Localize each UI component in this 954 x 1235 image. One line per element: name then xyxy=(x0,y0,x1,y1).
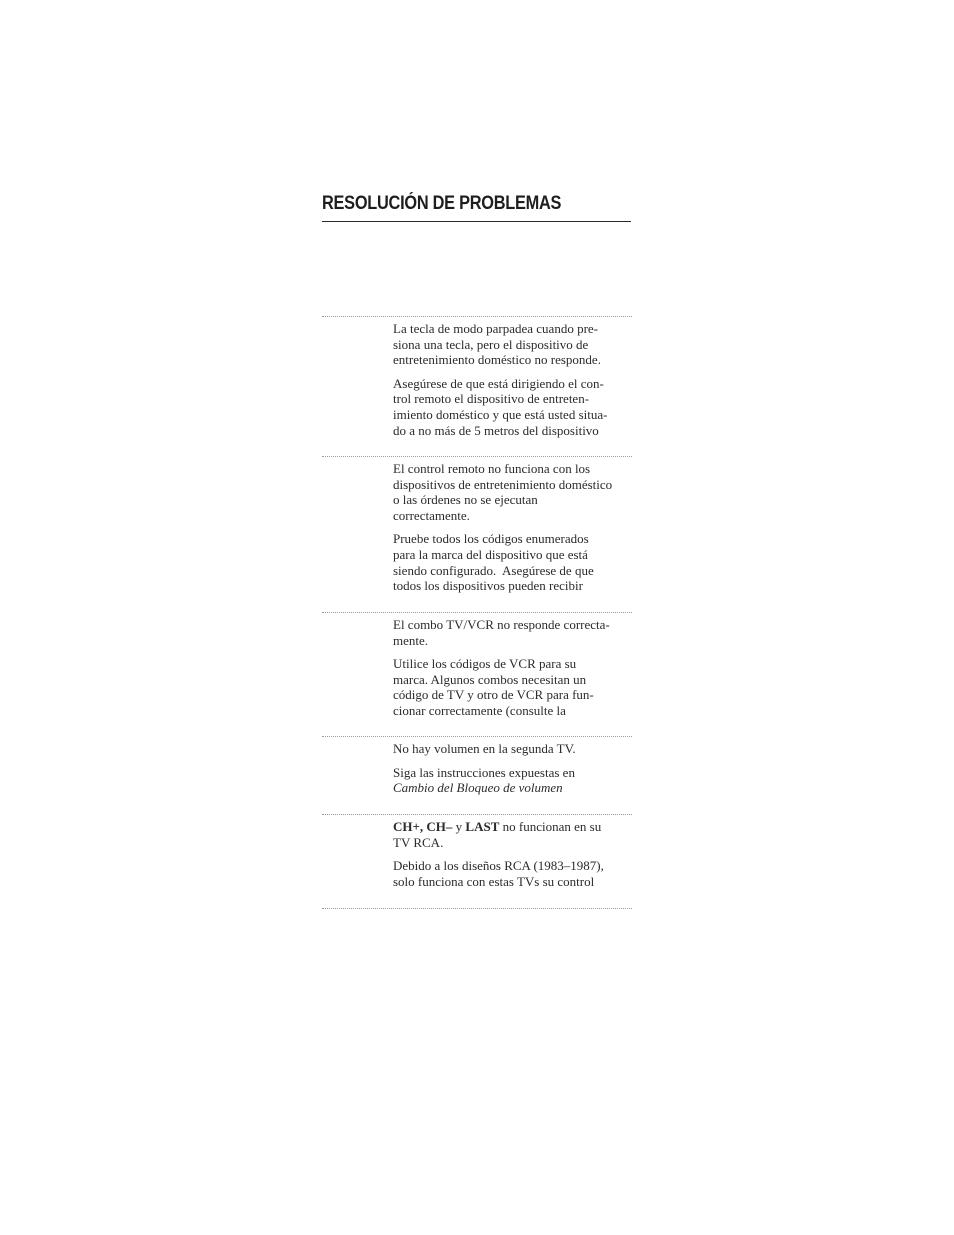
key-names: CH+, CH– xyxy=(393,819,453,834)
problem-text: No hay volumen en la segunda TV. xyxy=(393,741,576,756)
entry-text xyxy=(393,815,633,889)
troubleshooting-entry xyxy=(322,612,632,719)
entry-text xyxy=(393,457,633,594)
solution-text xyxy=(393,765,633,796)
list-end-rule xyxy=(322,908,632,909)
problem-text: El combo TV/VCR no responde correcta- mente. xyxy=(393,617,610,648)
problem-text: La tecla de modo parpadea cuando pre- siona una tecla, pero el dispositivo de entretenimiento doméstico no responde. xyxy=(393,321,601,368)
troubleshooting-entry xyxy=(322,456,632,594)
key-name-last: LAST xyxy=(465,819,500,834)
troubleshooting-entry xyxy=(322,814,632,889)
solution-prefix: Siga las instrucciones expuestas en xyxy=(393,764,575,780)
troubleshooting-entry xyxy=(322,736,632,796)
solution-reference: Cambio del Bloqueo de volumen xyxy=(393,780,563,796)
entry-text xyxy=(393,613,633,719)
entry-text xyxy=(393,317,633,438)
page-content xyxy=(322,190,632,222)
page-title: RESOLUCIÓN DE PROBLEMAS xyxy=(322,193,562,214)
problem-text xyxy=(393,819,633,850)
problem-text: El control remoto no funciona con los dispositivos de entretenimiento doméstico o las órdenes no se ejecutan correctamente. xyxy=(393,461,613,523)
troubleshooting-entry xyxy=(322,316,632,438)
title-rule xyxy=(322,221,631,222)
solution-text: Asegúrese de que está dirigiendo el con- trol remoto el dispositivo de entreten- imiento doméstico y que está usted situa- do a no más de 5 metros del dispositivo xyxy=(393,375,608,438)
problem-rest: no funcionan en su TV RCA. xyxy=(393,819,602,850)
conjunction: y xyxy=(452,819,466,834)
entry-text xyxy=(393,737,633,796)
solution-text: Utilice los códigos de VCR para su marca. Algunos combos necesitan un código de TV y otro de VCR para fun- cionar correctamente (consulte la xyxy=(393,656,594,718)
solution-text: Pruebe todos los códigos enumerados para la marca del dispositivo que está siendo configurado. Asegúrese de que todos los dispositivos pueden recibir xyxy=(393,531,594,594)
solution-text: Debido a los diseños RCA (1983–1987), solo funciona con estas TVs su control xyxy=(393,858,604,889)
